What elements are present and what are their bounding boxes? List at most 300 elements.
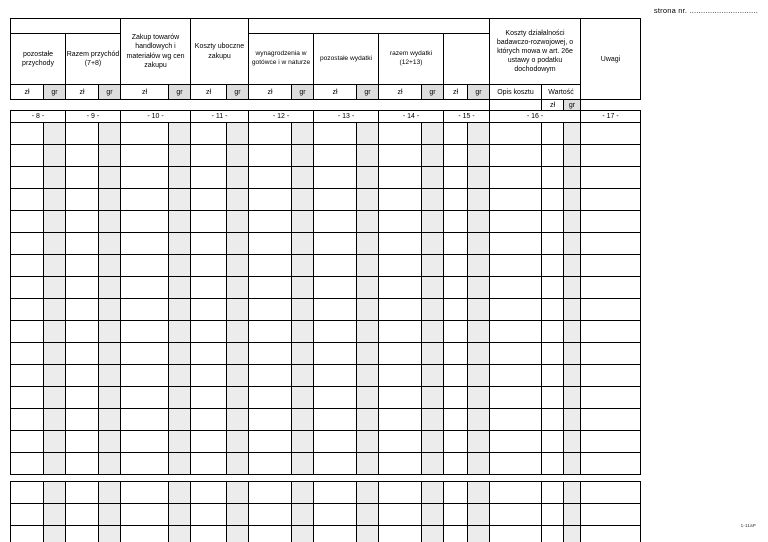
cell-money[interactable]	[292, 167, 314, 189]
cell-money[interactable]	[422, 145, 444, 167]
cell-money[interactable]	[227, 189, 249, 211]
table-row[interactable]	[11, 504, 641, 526]
cell-money[interactable]	[99, 321, 121, 343]
cell-money[interactable]	[44, 145, 66, 167]
cell-money[interactable]	[169, 277, 191, 299]
cell-money[interactable]	[169, 123, 191, 145]
cell-money[interactable]	[11, 189, 44, 211]
cell-money[interactable]	[66, 453, 99, 475]
cell-rd-opis[interactable]	[490, 167, 542, 189]
cell-rd-zl[interactable]	[542, 504, 564, 526]
table-row[interactable]	[11, 431, 641, 453]
cell-money[interactable]	[422, 453, 444, 475]
cell-money[interactable]	[292, 321, 314, 343]
cell-money[interactable]	[379, 409, 422, 431]
cell-rd-opis[interactable]	[490, 255, 542, 277]
cell-money[interactable]	[249, 526, 292, 542]
table-row[interactable]	[11, 409, 641, 431]
cell-money[interactable]	[66, 321, 99, 343]
cell-money[interactable]	[292, 189, 314, 211]
cell-money[interactable]	[379, 167, 422, 189]
cell-money[interactable]	[292, 233, 314, 255]
cell-money[interactable]	[121, 343, 169, 365]
cell-rd-zl[interactable]	[542, 167, 564, 189]
table-row[interactable]	[11, 211, 641, 233]
cell-money[interactable]	[121, 365, 169, 387]
cell-money[interactable]	[379, 321, 422, 343]
cell-money[interactable]	[44, 526, 66, 542]
cell-rd-gr[interactable]	[564, 343, 581, 365]
cell-uwagi[interactable]	[581, 482, 641, 504]
cell-money[interactable]	[292, 482, 314, 504]
cell-money[interactable]	[249, 189, 292, 211]
cell-money[interactable]	[357, 321, 379, 343]
cell-money[interactable]	[191, 277, 227, 299]
cell-money[interactable]	[292, 387, 314, 409]
cell-money[interactable]	[292, 299, 314, 321]
cell-money[interactable]	[66, 145, 99, 167]
cell-money[interactable]	[468, 504, 490, 526]
cell-rd-gr[interactable]	[564, 189, 581, 211]
cell-money[interactable]	[227, 167, 249, 189]
cell-money[interactable]	[44, 409, 66, 431]
cell-money[interactable]	[379, 365, 422, 387]
cell-money[interactable]	[468, 343, 490, 365]
cell-money[interactable]	[11, 277, 44, 299]
cell-money[interactable]	[169, 409, 191, 431]
cell-money[interactable]	[379, 343, 422, 365]
cell-money[interactable]	[169, 145, 191, 167]
cell-money[interactable]	[422, 123, 444, 145]
cell-money[interactable]	[66, 343, 99, 365]
cell-money[interactable]	[44, 343, 66, 365]
cell-money[interactable]	[314, 453, 357, 475]
table-row[interactable]	[11, 365, 641, 387]
cell-money[interactable]	[191, 453, 227, 475]
cell-uwagi[interactable]	[581, 526, 641, 542]
cell-uwagi[interactable]	[581, 365, 641, 387]
cell-money[interactable]	[422, 387, 444, 409]
cell-money[interactable]	[422, 321, 444, 343]
cell-money[interactable]	[468, 453, 490, 475]
cell-money[interactable]	[191, 526, 227, 542]
cell-money[interactable]	[249, 431, 292, 453]
cell-money[interactable]	[314, 299, 357, 321]
cell-money[interactable]	[169, 431, 191, 453]
cell-money[interactable]	[422, 211, 444, 233]
cell-money[interactable]	[121, 255, 169, 277]
cell-uwagi[interactable]	[581, 233, 641, 255]
cell-money[interactable]	[11, 145, 44, 167]
cell-money[interactable]	[422, 233, 444, 255]
cell-money[interactable]	[99, 504, 121, 526]
cell-money[interactable]	[99, 211, 121, 233]
cell-money[interactable]	[169, 482, 191, 504]
cell-money[interactable]	[44, 299, 66, 321]
cell-money[interactable]	[44, 387, 66, 409]
cell-money[interactable]	[121, 145, 169, 167]
cell-rd-gr[interactable]	[564, 482, 581, 504]
cell-money[interactable]	[314, 123, 357, 145]
cell-money[interactable]	[99, 167, 121, 189]
cell-money[interactable]	[422, 277, 444, 299]
cell-money[interactable]	[249, 387, 292, 409]
cell-money[interactable]	[468, 299, 490, 321]
cell-rd-zl[interactable]	[542, 299, 564, 321]
cell-uwagi[interactable]	[581, 504, 641, 526]
cell-money[interactable]	[66, 167, 99, 189]
cell-money[interactable]	[191, 255, 227, 277]
cell-money[interactable]	[99, 233, 121, 255]
cell-rd-gr[interactable]	[564, 409, 581, 431]
cell-rd-gr[interactable]	[564, 167, 581, 189]
cell-money[interactable]	[11, 431, 44, 453]
cell-money[interactable]	[191, 409, 227, 431]
cell-money[interactable]	[357, 482, 379, 504]
cell-money[interactable]	[292, 365, 314, 387]
cell-money[interactable]	[292, 526, 314, 542]
table-row[interactable]	[11, 299, 641, 321]
cell-money[interactable]	[357, 145, 379, 167]
cell-money[interactable]	[292, 145, 314, 167]
cell-money[interactable]	[292, 277, 314, 299]
cell-money[interactable]	[66, 255, 99, 277]
table-row[interactable]	[11, 453, 641, 475]
cell-money[interactable]	[227, 277, 249, 299]
cell-uwagi[interactable]	[581, 255, 641, 277]
cell-money[interactable]	[444, 167, 468, 189]
cell-money[interactable]	[357, 504, 379, 526]
cell-money[interactable]	[169, 299, 191, 321]
cell-money[interactable]	[44, 453, 66, 475]
cell-money[interactable]	[357, 526, 379, 542]
cell-uwagi[interactable]	[581, 453, 641, 475]
cell-rd-zl[interactable]	[542, 255, 564, 277]
cell-money[interactable]	[169, 321, 191, 343]
cell-rd-opis[interactable]	[490, 482, 542, 504]
cell-money[interactable]	[11, 167, 44, 189]
cell-money[interactable]	[468, 409, 490, 431]
cell-money[interactable]	[99, 277, 121, 299]
cell-money[interactable]	[121, 233, 169, 255]
cell-rd-opis[interactable]	[490, 299, 542, 321]
cell-uwagi[interactable]	[581, 409, 641, 431]
cell-money[interactable]	[11, 526, 44, 542]
cell-money[interactable]	[379, 526, 422, 542]
cell-uwagi[interactable]	[581, 167, 641, 189]
cell-money[interactable]	[444, 211, 468, 233]
cell-money[interactable]	[468, 431, 490, 453]
cell-money[interactable]	[121, 453, 169, 475]
cell-money[interactable]	[227, 431, 249, 453]
cell-money[interactable]	[249, 123, 292, 145]
cell-money[interactable]	[422, 167, 444, 189]
cell-money[interactable]	[169, 255, 191, 277]
cell-money[interactable]	[249, 233, 292, 255]
cell-money[interactable]	[227, 211, 249, 233]
cell-rd-zl[interactable]	[542, 145, 564, 167]
cell-money[interactable]	[99, 387, 121, 409]
cell-money[interactable]	[468, 255, 490, 277]
cell-money[interactable]	[444, 189, 468, 211]
cell-money[interactable]	[249, 504, 292, 526]
cell-money[interactable]	[292, 343, 314, 365]
cell-money[interactable]	[314, 145, 357, 167]
cell-money[interactable]	[468, 482, 490, 504]
cell-money[interactable]	[357, 189, 379, 211]
cell-money[interactable]	[314, 387, 357, 409]
cell-money[interactable]	[11, 321, 44, 343]
cell-money[interactable]	[169, 189, 191, 211]
cell-rd-opis[interactable]	[490, 321, 542, 343]
cell-rd-gr[interactable]	[564, 431, 581, 453]
cell-money[interactable]	[11, 343, 44, 365]
cell-money[interactable]	[99, 409, 121, 431]
cell-money[interactable]	[99, 343, 121, 365]
cell-money[interactable]	[11, 387, 44, 409]
cell-money[interactable]	[379, 145, 422, 167]
cell-money[interactable]	[292, 453, 314, 475]
cell-money[interactable]	[191, 145, 227, 167]
cell-money[interactable]	[379, 453, 422, 475]
cell-money[interactable]	[169, 387, 191, 409]
cell-money[interactable]	[314, 277, 357, 299]
table-row[interactable]	[11, 189, 641, 211]
cell-money[interactable]	[66, 123, 99, 145]
cell-money[interactable]	[249, 482, 292, 504]
cell-money[interactable]	[249, 453, 292, 475]
cell-money[interactable]	[169, 504, 191, 526]
cell-money[interactable]	[249, 343, 292, 365]
cell-money[interactable]	[379, 123, 422, 145]
cell-money[interactable]	[66, 299, 99, 321]
cell-money[interactable]	[169, 453, 191, 475]
cell-money[interactable]	[227, 365, 249, 387]
cell-money[interactable]	[314, 365, 357, 387]
cell-money[interactable]	[99, 482, 121, 504]
cell-money[interactable]	[44, 233, 66, 255]
cell-money[interactable]	[379, 387, 422, 409]
cell-money[interactable]	[422, 365, 444, 387]
cell-money[interactable]	[444, 343, 468, 365]
cell-money[interactable]	[169, 167, 191, 189]
cell-money[interactable]	[292, 211, 314, 233]
cell-money[interactable]	[99, 255, 121, 277]
cell-rd-zl[interactable]	[542, 343, 564, 365]
cell-money[interactable]	[314, 504, 357, 526]
cell-rd-gr[interactable]	[564, 211, 581, 233]
cell-money[interactable]	[357, 211, 379, 233]
cell-money[interactable]	[357, 365, 379, 387]
cell-money[interactable]	[99, 453, 121, 475]
cell-rd-zl[interactable]	[542, 453, 564, 475]
cell-money[interactable]	[121, 321, 169, 343]
cell-money[interactable]	[314, 482, 357, 504]
cell-money[interactable]	[227, 526, 249, 542]
cell-money[interactable]	[191, 123, 227, 145]
cell-money[interactable]	[227, 255, 249, 277]
cell-money[interactable]	[227, 233, 249, 255]
cell-money[interactable]	[44, 504, 66, 526]
cell-money[interactable]	[191, 365, 227, 387]
cell-money[interactable]	[422, 431, 444, 453]
cell-money[interactable]	[227, 387, 249, 409]
cell-money[interactable]	[44, 167, 66, 189]
cell-money[interactable]	[249, 277, 292, 299]
cell-money[interactable]	[191, 189, 227, 211]
cell-money[interactable]	[468, 189, 490, 211]
cell-rd-opis[interactable]	[490, 504, 542, 526]
cell-money[interactable]	[292, 255, 314, 277]
cell-uwagi[interactable]	[581, 343, 641, 365]
cell-money[interactable]	[191, 211, 227, 233]
cell-money[interactable]	[121, 189, 169, 211]
cell-money[interactable]	[422, 343, 444, 365]
cell-money[interactable]	[249, 167, 292, 189]
cell-money[interactable]	[444, 365, 468, 387]
cell-money[interactable]	[444, 255, 468, 277]
cell-money[interactable]	[66, 189, 99, 211]
cell-money[interactable]	[227, 453, 249, 475]
cell-rd-zl[interactable]	[542, 365, 564, 387]
cell-money[interactable]	[227, 299, 249, 321]
cell-money[interactable]	[422, 255, 444, 277]
cell-money[interactable]	[444, 482, 468, 504]
cell-rd-zl[interactable]	[542, 189, 564, 211]
cell-money[interactable]	[357, 167, 379, 189]
cell-uwagi[interactable]	[581, 211, 641, 233]
cell-money[interactable]	[314, 321, 357, 343]
cell-money[interactable]	[444, 409, 468, 431]
cell-money[interactable]	[121, 482, 169, 504]
cell-money[interactable]	[444, 145, 468, 167]
cell-rd-opis[interactable]	[490, 409, 542, 431]
cell-rd-zl[interactable]	[542, 321, 564, 343]
cell-money[interactable]	[191, 321, 227, 343]
cell-uwagi[interactable]	[581, 145, 641, 167]
cell-rd-opis[interactable]	[490, 526, 542, 542]
cell-money[interactable]	[44, 277, 66, 299]
cell-money[interactable]	[468, 277, 490, 299]
cell-rd-zl[interactable]	[542, 211, 564, 233]
cell-money[interactable]	[99, 189, 121, 211]
cell-money[interactable]	[468, 211, 490, 233]
cell-money[interactable]	[444, 299, 468, 321]
cell-money[interactable]	[227, 145, 249, 167]
cell-money[interactable]	[468, 123, 490, 145]
cell-money[interactable]	[44, 321, 66, 343]
cell-money[interactable]	[227, 343, 249, 365]
cell-money[interactable]	[422, 504, 444, 526]
cell-money[interactable]	[249, 321, 292, 343]
cell-rd-opis[interactable]	[490, 123, 542, 145]
cell-rd-gr[interactable]	[564, 387, 581, 409]
cell-money[interactable]	[66, 233, 99, 255]
cell-money[interactable]	[444, 387, 468, 409]
cell-money[interactable]	[66, 277, 99, 299]
cell-rd-opis[interactable]	[490, 233, 542, 255]
cell-money[interactable]	[44, 365, 66, 387]
cell-money[interactable]	[99, 431, 121, 453]
cell-money[interactable]	[379, 431, 422, 453]
table-row[interactable]	[11, 387, 641, 409]
cell-money[interactable]	[468, 145, 490, 167]
cell-money[interactable]	[66, 482, 99, 504]
cell-uwagi[interactable]	[581, 387, 641, 409]
cell-rd-opis[interactable]	[490, 277, 542, 299]
cell-rd-gr[interactable]	[564, 365, 581, 387]
cell-rd-zl[interactable]	[542, 233, 564, 255]
cell-rd-zl[interactable]	[542, 482, 564, 504]
cell-money[interactable]	[121, 409, 169, 431]
cell-money[interactable]	[468, 321, 490, 343]
cell-rd-gr[interactable]	[564, 123, 581, 145]
cell-money[interactable]	[379, 211, 422, 233]
cell-money[interactable]	[444, 277, 468, 299]
cell-money[interactable]	[444, 123, 468, 145]
cell-money[interactable]	[422, 189, 444, 211]
cell-money[interactable]	[66, 211, 99, 233]
cell-money[interactable]	[314, 211, 357, 233]
cell-money[interactable]	[66, 504, 99, 526]
cell-money[interactable]	[191, 387, 227, 409]
cell-money[interactable]	[44, 482, 66, 504]
cell-money[interactable]	[357, 299, 379, 321]
cell-money[interactable]	[468, 387, 490, 409]
cell-money[interactable]	[379, 277, 422, 299]
table-row[interactable]	[11, 526, 641, 542]
cell-rd-zl[interactable]	[542, 387, 564, 409]
cell-rd-opis[interactable]	[490, 431, 542, 453]
cell-money[interactable]	[249, 145, 292, 167]
cell-rd-opis[interactable]	[490, 189, 542, 211]
cell-money[interactable]	[191, 233, 227, 255]
cell-money[interactable]	[227, 482, 249, 504]
cell-money[interactable]	[99, 365, 121, 387]
cell-rd-gr[interactable]	[564, 277, 581, 299]
cell-money[interactable]	[121, 167, 169, 189]
cell-money[interactable]	[11, 482, 44, 504]
cell-money[interactable]	[422, 526, 444, 542]
cell-money[interactable]	[379, 299, 422, 321]
cell-money[interactable]	[169, 233, 191, 255]
cell-money[interactable]	[227, 409, 249, 431]
cell-money[interactable]	[379, 189, 422, 211]
table-row[interactable]	[11, 343, 641, 365]
cell-money[interactable]	[249, 299, 292, 321]
cell-money[interactable]	[444, 431, 468, 453]
cell-money[interactable]	[11, 504, 44, 526]
cell-money[interactable]	[292, 431, 314, 453]
cell-money[interactable]	[468, 365, 490, 387]
cell-money[interactable]	[379, 504, 422, 526]
cell-money[interactable]	[249, 211, 292, 233]
cell-money[interactable]	[468, 526, 490, 542]
cell-money[interactable]	[66, 431, 99, 453]
cell-money[interactable]	[44, 431, 66, 453]
cell-money[interactable]	[357, 277, 379, 299]
cell-money[interactable]	[357, 233, 379, 255]
cell-money[interactable]	[314, 343, 357, 365]
cell-money[interactable]	[468, 167, 490, 189]
cell-money[interactable]	[314, 189, 357, 211]
cell-money[interactable]	[314, 255, 357, 277]
cell-money[interactable]	[169, 211, 191, 233]
cell-rd-gr[interactable]	[564, 255, 581, 277]
cell-rd-opis[interactable]	[490, 365, 542, 387]
cell-uwagi[interactable]	[581, 123, 641, 145]
cell-money[interactable]	[444, 504, 468, 526]
